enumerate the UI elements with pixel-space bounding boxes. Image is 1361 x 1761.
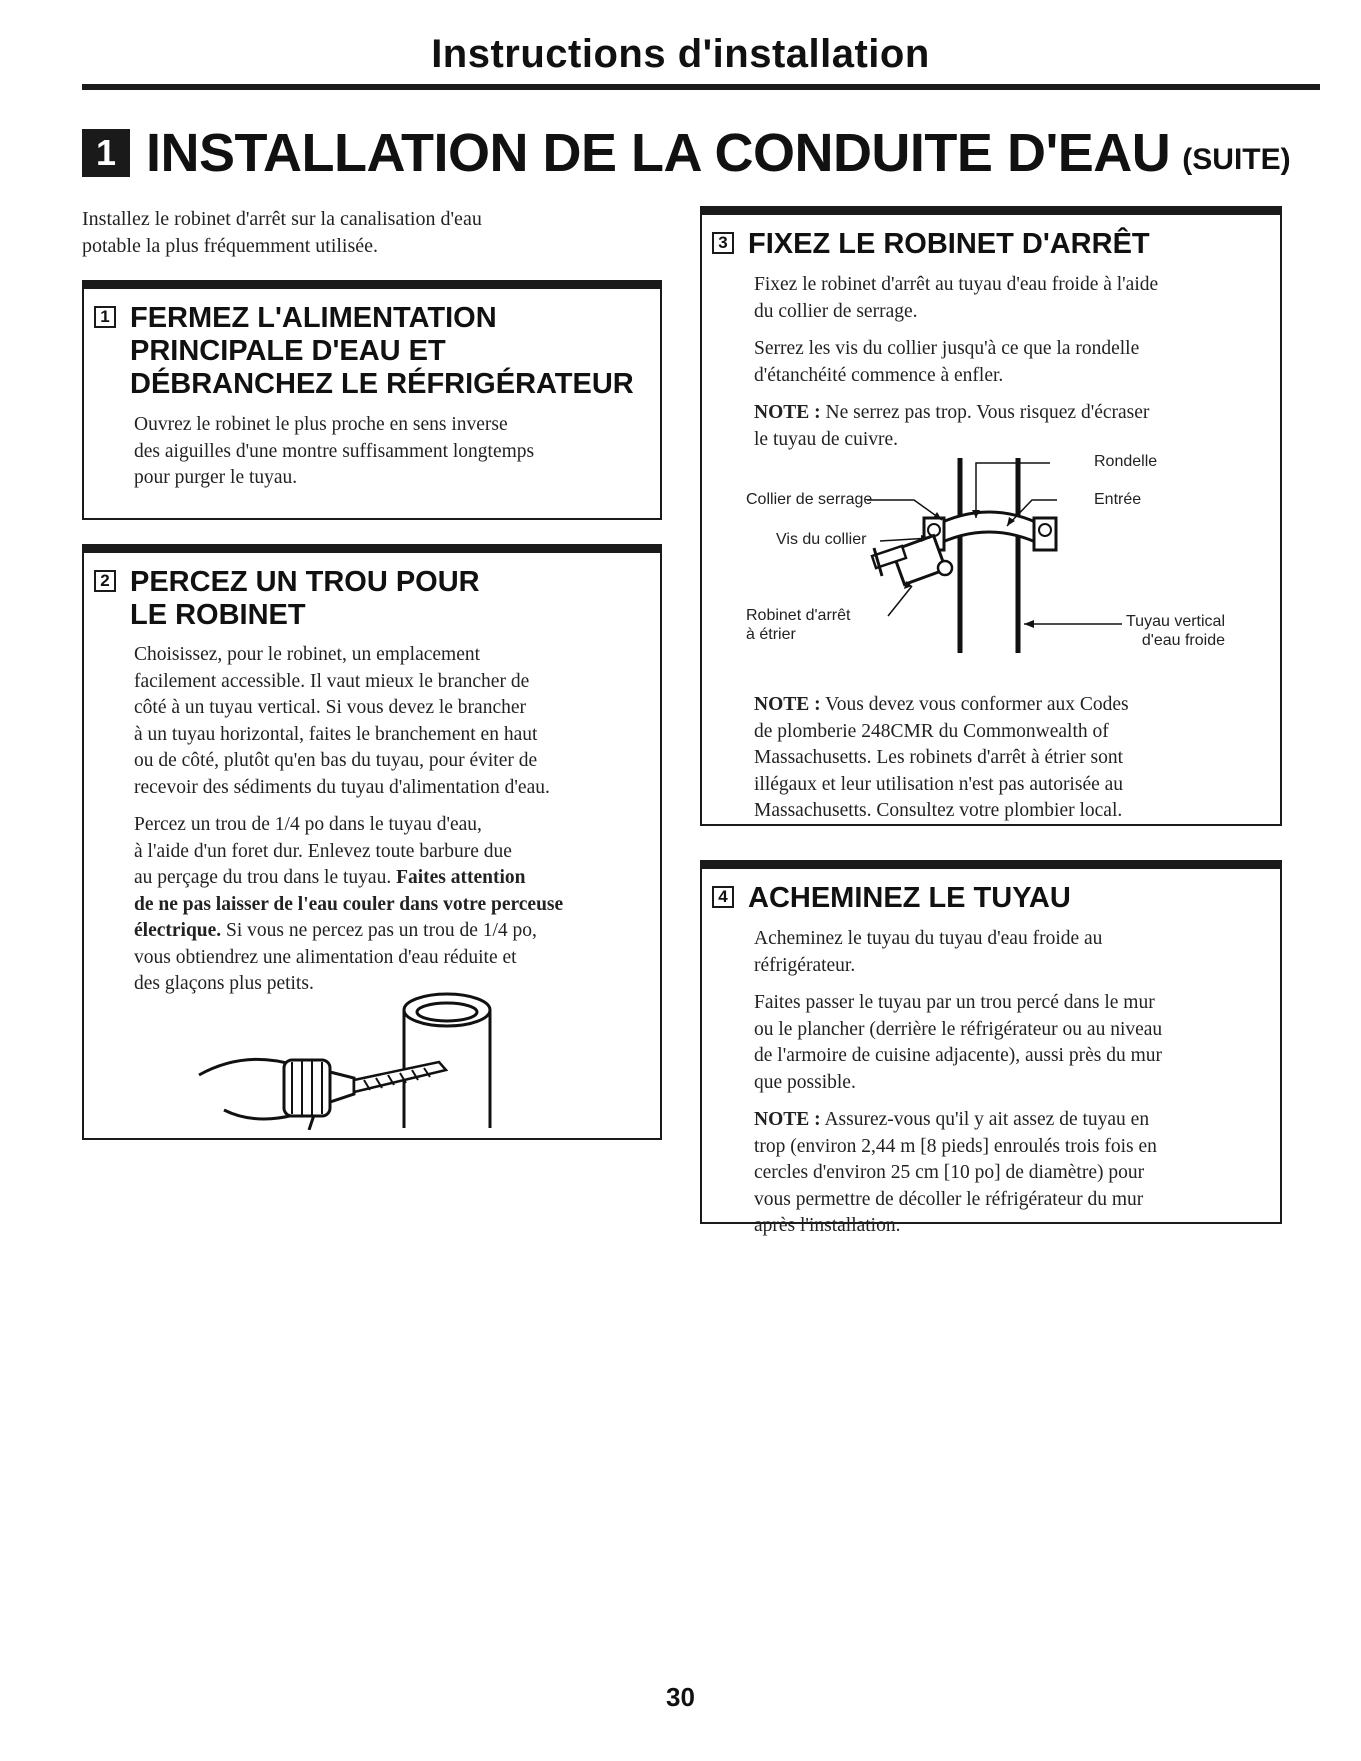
label-robinet-darret bbox=[746, 606, 850, 644]
drill-illustration bbox=[184, 990, 604, 1130]
text-line: trop (environ 2,44 m [8 pieds] enroulés trois fois en bbox=[754, 1135, 1157, 1157]
text-line bbox=[134, 865, 654, 892]
text-span: Ne serrez pas trop. Vous risquez d'écraser bbox=[820, 402, 1150, 423]
text-line: d'étanchéité commence à enfler. bbox=[754, 364, 1004, 386]
label-line: d'eau froide bbox=[1141, 632, 1225, 649]
label-entree: Entrée bbox=[1094, 491, 1142, 508]
section-title-suffix: (SUITE) bbox=[1182, 143, 1291, 176]
text-line: Serrez les vis du collier jusqu'à ce que la rondelle bbox=[754, 338, 1140, 359]
page-header-title: Instructions d'installation bbox=[431, 32, 930, 76]
text-line: facilement accessible. Il vaut mieux le brancher de bbox=[134, 670, 530, 692]
step-1-body-line: Ouvrez le robinet le plus proche en sens inverse bbox=[134, 414, 508, 435]
text-line: Choisissez, pour le robinet, un emplacement bbox=[134, 644, 481, 665]
label-line: à étrier bbox=[746, 626, 796, 643]
text-line: cercles d'environ 25 cm [10 po] de diamètre) pour bbox=[754, 1162, 1145, 1183]
step-3-title: FIXEZ LE ROBINET D'ARRÊT bbox=[748, 228, 1150, 260]
step-2-paragraph-2 bbox=[134, 812, 654, 998]
note-label: NOTE : bbox=[754, 402, 821, 423]
step-3-note-2 bbox=[754, 692, 1274, 825]
step-1-title-line: DÉBRANCHEZ LE RÉFRIGÉRATEUR bbox=[130, 368, 634, 400]
text-line bbox=[134, 918, 654, 945]
text-line: Fixez le robinet d'arrêt au tuyau d'eau froide à l'aide bbox=[754, 274, 1159, 295]
label-vis-du-collier: Vis du collier bbox=[776, 531, 867, 548]
step-3-number: 3 bbox=[712, 232, 734, 254]
label-line: Tuyau vertical bbox=[1126, 613, 1225, 630]
text-line: recevoir des sédiments du tuyau d'alimentation d'eau. bbox=[134, 776, 550, 798]
text-line: vous obtiendrez une alimentation d'eau réduite et bbox=[134, 946, 517, 968]
text-line: ou de côté, plutôt qu'en bas du tuyau, pour éviter de bbox=[134, 750, 538, 771]
text-line bbox=[754, 400, 1274, 427]
note-label: NOTE : bbox=[754, 694, 821, 715]
warning-text: Faites attention bbox=[396, 867, 526, 888]
step-2-number: 2 bbox=[94, 570, 116, 592]
section-title bbox=[82, 118, 1291, 188]
text-line: Acheminez le tuyau du tuyau d'eau froide au bbox=[754, 928, 1103, 949]
step-1-title bbox=[130, 302, 634, 401]
step-2-title bbox=[130, 566, 480, 632]
warning-text: de ne pas laisser de l'eau couler dans votre perceuse bbox=[134, 893, 564, 915]
text-line: à un tuyau horizontal, faites le branchement en haut bbox=[134, 723, 538, 745]
text-line: Faites passer le tuyau par un trou percé dans le mur bbox=[754, 992, 1155, 1013]
label-rondelle: Rondelle bbox=[1094, 453, 1158, 470]
step-4-number: 4 bbox=[712, 886, 734, 908]
intro-line: potable la plus fréquemment utilisée. bbox=[82, 235, 379, 257]
step-3-paragraph-1 bbox=[754, 272, 1274, 325]
text-line: Massachusetts. Les robinets d'arrêt à étrier sont bbox=[754, 747, 1124, 768]
header-rule bbox=[82, 84, 1320, 90]
section-number-badge: 1 bbox=[82, 129, 130, 177]
box-top-bar bbox=[702, 862, 1280, 869]
step-2-title-line: PERCEZ UN TROU POUR bbox=[130, 566, 480, 598]
label-collier-de-serrage: Collier de serrage bbox=[746, 491, 873, 508]
step-4-paragraph-2 bbox=[754, 990, 1274, 1096]
intro-line: Installez le robinet d'arrêt sur la canalisation d'eau bbox=[82, 208, 482, 230]
text-line: Percez un trou de 1/4 po dans le tuyau d'eau, bbox=[134, 814, 482, 835]
label-line: Robinet d'arrêt bbox=[746, 607, 851, 624]
step-1-number: 1 bbox=[94, 306, 116, 328]
text-line bbox=[754, 1107, 1274, 1134]
text-line: des glaçons plus petits. bbox=[134, 973, 314, 994]
text-line: vous permettre de décoller le réfrigérateur du mur bbox=[754, 1188, 1144, 1210]
note-label: NOTE : bbox=[754, 1109, 821, 1130]
step-2-title-line: LE ROBINET bbox=[130, 599, 306, 631]
text-span: Assurez-vous qu'il y ait assez de tuyau en bbox=[820, 1109, 1150, 1130]
step-3-paragraph-2 bbox=[754, 336, 1274, 389]
step-1-title-line: FERMEZ L'ALIMENTATION bbox=[130, 302, 497, 334]
text-line: de l'armoire de cuisine adjacente), aussi près du mur bbox=[754, 1045, 1162, 1066]
text-line: ou le plancher (derrière le réfrigérateur ou au niveau bbox=[754, 1018, 1163, 1040]
text-line: illégaux et leur utilisation n'est pas autorisée au bbox=[754, 773, 1124, 795]
text-line: de plomberie 248CMR du Commonwealth of bbox=[754, 720, 1109, 742]
text-line: le tuyau de cuivre. bbox=[754, 428, 899, 450]
step-2-paragraph-1 bbox=[134, 642, 654, 801]
label-tuyau-vertical bbox=[1126, 612, 1225, 650]
step-4-note bbox=[754, 1107, 1274, 1240]
box-top-bar bbox=[84, 282, 660, 289]
text-line: du collier de serrage. bbox=[754, 300, 918, 322]
text-span: au perçage du trou dans le tuyau. bbox=[134, 867, 392, 888]
step-3-box bbox=[700, 206, 1282, 826]
text-line bbox=[754, 692, 1274, 719]
section-title-text: INSTALLATION DE LA CONDUITE D'EAU bbox=[146, 123, 1171, 183]
step-3-body bbox=[754, 272, 1274, 464]
step-1-body bbox=[134, 412, 644, 492]
step-2-box bbox=[82, 544, 662, 1140]
step-1-body-line: pour purger le tuyau. bbox=[134, 467, 298, 488]
step-4-paragraph-1 bbox=[754, 926, 1274, 979]
step-1-body-line: des aiguilles d'une montre suffisamment longtemps bbox=[134, 440, 535, 462]
text-line: à l'aide d'un foret dur. Enlevez toute barbure due bbox=[134, 840, 512, 862]
page-number: 30 bbox=[666, 1682, 695, 1712]
step-4-title: ACHEMINEZ LE TUYAU bbox=[748, 882, 1071, 914]
step-4-body bbox=[754, 926, 1274, 1251]
text-span: Vous devez vous conformer aux Codes bbox=[820, 694, 1129, 715]
text-line: côté à un tuyau vertical. Si vous devez le brancher bbox=[134, 697, 527, 718]
text-span: Si vous ne percez pas un trou de 1/4 po, bbox=[221, 920, 537, 941]
text-line: Massachusetts. Consultez votre plombier local. bbox=[754, 800, 1123, 821]
text-line: après l'installation. bbox=[754, 1215, 901, 1236]
step-4-box bbox=[700, 860, 1282, 1236]
step-1-box bbox=[82, 280, 662, 520]
intro-paragraph bbox=[82, 206, 642, 260]
step-2-body bbox=[134, 642, 654, 1009]
warning-text: électrique. bbox=[134, 920, 222, 941]
box-top-bar bbox=[84, 546, 660, 553]
box-top-bar bbox=[702, 208, 1280, 215]
text-line: que possible. bbox=[754, 1071, 856, 1093]
text-line: réfrigérateur. bbox=[754, 954, 856, 976]
step-1-title-line: PRINCIPALE D'EAU ET bbox=[130, 335, 446, 367]
